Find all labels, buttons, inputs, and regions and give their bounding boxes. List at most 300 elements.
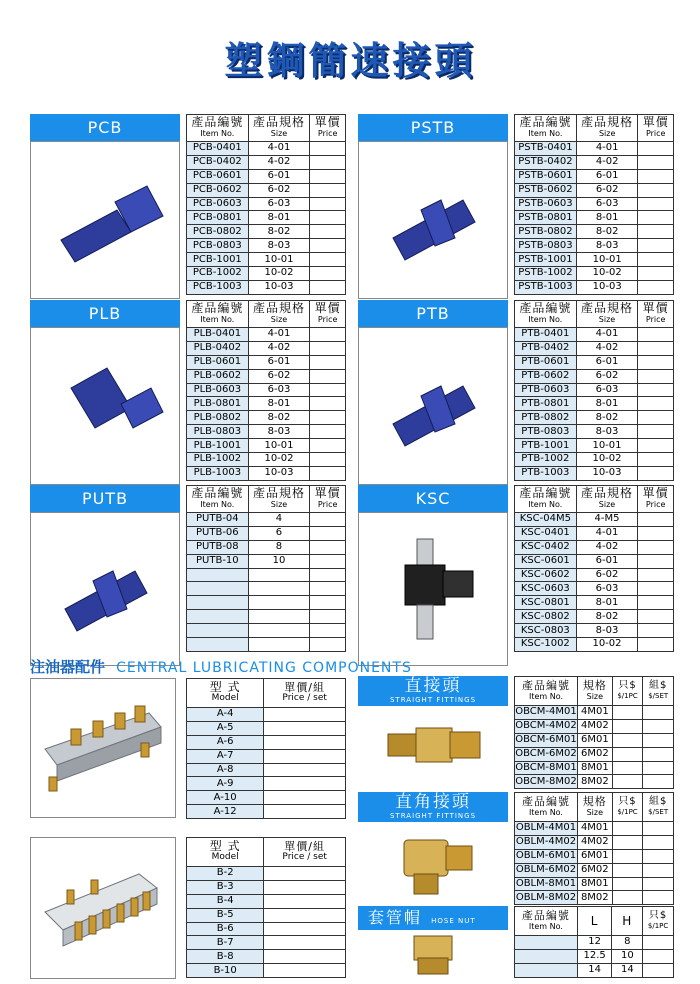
size-cell: 6-01 [576,355,638,369]
table-header-row [515,301,674,328]
size-cell: 4M02 [577,719,612,733]
item-no-cell [187,638,249,652]
price-cell [638,568,674,582]
item-no-cell: OBCM-6M02 [515,748,577,760]
size-cell: 6-03 [576,383,638,397]
price-cell [310,253,346,267]
table-row [515,568,674,582]
pc-price-cell [612,719,643,733]
item-no-cell [187,624,249,638]
fitting-drawing [31,513,181,663]
table-row [515,197,674,211]
size-header: 規格 Size [577,677,612,706]
item-no-cell: PCB-1002 [187,267,249,281]
item-no-cell: OBCM-4M02 [515,720,577,732]
lube-a-table [186,678,346,819]
size-cell: 10-01 [576,439,638,453]
l-cell: 12.5 [577,949,612,963]
size-cell: 10-01 [576,253,638,267]
table-row [187,908,346,922]
table-row [187,749,346,763]
price-cell [638,439,674,453]
item-no-cell: PLB-1002 [187,453,249,467]
price-cell [310,582,346,596]
price-header: 單價 Price [310,486,346,513]
l-cell: 12 [577,936,612,950]
size-cell: 8-01 [576,211,638,225]
price-cell [638,526,674,540]
item-no-header: 產品編號 Item No. [515,907,578,936]
pc-price-cell [643,963,674,977]
size-cell: 8-01 [576,596,638,610]
table-row [515,142,674,156]
price-cell [638,397,674,411]
size-cell: 8-02 [576,411,638,425]
table-row [187,411,346,425]
item-no-cell: KSC-0602 [515,568,577,582]
item-no-cell: PCB-0602 [187,183,249,197]
size-cell [248,624,310,638]
price-cell [310,383,346,397]
pc-price-cell [612,822,643,836]
price-cell [638,638,674,652]
table-header-row [187,679,346,708]
size-cell: 6-02 [576,568,638,582]
price-cell [310,369,346,383]
price-cell [638,624,674,638]
model-cell: A-8 [187,763,264,777]
item-no-cell: PSTB-0402 [515,155,577,169]
price-cell [310,610,346,624]
size-cell: 4-M5 [576,513,638,527]
section-ptb-table [514,300,674,481]
table-row [187,777,346,791]
straight-fitting-drawing [358,706,508,790]
lube-heading-en: CENTRAL LUBRICATING COMPONENTS [116,660,412,676]
price-cell [638,197,674,211]
size-cell: 4-02 [576,155,638,169]
size-cell: 4-02 [576,540,638,554]
price-set-header: 單價/組 Price / set [264,679,346,708]
size-cell: 6-02 [576,183,638,197]
table-row [515,211,674,225]
size-cell: 8-01 [576,397,638,411]
table-row [515,582,674,596]
price-cell [638,513,674,527]
item-no-cell: PLB-0802 [187,411,249,425]
pc-price-cell [612,761,643,775]
price-cell [264,763,346,777]
size-cell: 10-03 [576,466,638,480]
table-row [515,439,674,453]
straight-fittings-subtitle: STRAIGHT FITTINGS [389,696,477,704]
hose-nut-image [358,930,508,980]
table-row [515,253,674,267]
item-no-cell [515,963,578,977]
price-set-header: 單價/組 Price / set [264,838,346,867]
size-cell: 8-03 [576,425,638,439]
model-cell: B-2 [187,867,264,881]
hose-nut-drawing [358,930,508,980]
pc-price-cell [612,747,643,761]
size-cell: 6-02 [248,369,310,383]
table-header-row [187,838,346,867]
section-ptb-image [358,327,508,485]
lube-heading-zh: 注油器配件 [30,658,106,676]
price-cell [310,355,346,369]
size-cell: 10-01 [248,439,310,453]
price-cell [638,596,674,610]
price-cell [638,183,674,197]
item-no-cell: PSTB-0601 [515,169,577,183]
price-cell [310,328,346,342]
table-row [515,775,674,789]
size-cell: 6M01 [577,733,612,747]
table-row [515,733,674,747]
item-no-cell: PSTB-0802 [515,225,577,239]
table-row [187,280,346,294]
straight-fittings-title: 直接頭 [404,676,462,696]
size-cell: 4M02 [577,835,612,849]
set-price-cell [643,719,674,733]
manifold-a-drawing [31,679,175,817]
size-cell: 8M02 [577,891,612,905]
price-cell [310,267,346,281]
size-cell: 4-01 [576,526,638,540]
table-row [515,425,674,439]
table-row [515,638,674,652]
price-cell [264,777,346,791]
item-no-cell: OBLM-8M01 [515,878,577,889]
section-pstb-image [358,141,508,299]
model-header: 型 式 Model [187,679,264,708]
price-cell [638,369,674,383]
item-no-header: 產品編號 Item No. [515,301,577,328]
model-cell: A-4 [187,708,264,722]
section-ksc-table [514,485,674,652]
set-price-cell [643,733,674,747]
size-cell: 4-01 [576,328,638,342]
price-cell [310,513,346,527]
h-cell: 10 [612,949,643,963]
hose-nut-table [514,906,674,978]
item-no-cell: PCB-0401 [187,142,249,156]
table-row [187,721,346,735]
pc-price-cell [612,863,643,877]
section-pstb-header: PSTB [358,114,508,141]
table-row [187,624,346,638]
item-no-cell: PTB-0402 [515,341,577,355]
table-row [187,596,346,610]
table-row [515,369,674,383]
item-no-cell: PUTB-06 [187,526,249,540]
price-cell [310,183,346,197]
item-no-header: 產品編號 Item No. [515,677,578,706]
table-row [515,596,674,610]
model-cell: B-4 [187,894,264,908]
price-cell [638,225,674,239]
pc-price-cell [612,835,643,849]
table-row [515,949,674,963]
table-row [515,453,674,467]
size-cell: 6 [248,526,310,540]
size-cell: 8-03 [248,239,310,253]
table-row [187,155,346,169]
table-row [515,624,674,638]
item-no-cell: KSC-0601 [515,554,577,568]
price-cell [310,453,346,467]
table-header-row [187,115,346,142]
section-pcb-table [186,114,346,295]
table-row [187,894,346,908]
price-cell [264,880,346,894]
item-no-cell: OBCM-6M01 [515,734,577,746]
item-no-cell: PLB-1003 [187,466,249,480]
size-cell [248,610,310,624]
size-cell: 10-02 [576,638,638,652]
size-cell: 4-01 [248,328,310,342]
page-title-banner [218,38,483,84]
manifold-b-drawing [31,838,175,978]
pc-price-cell [612,891,643,905]
table-header-row [515,115,674,142]
size-cell: 6-03 [248,197,310,211]
section-plb-table [186,300,346,481]
table-row [187,526,346,540]
size-cell: 8-01 [248,397,310,411]
table-row [515,526,674,540]
table-row [187,466,346,480]
size-cell: 6M02 [577,747,612,761]
item-no-cell: PLB-0401 [187,328,249,342]
item-no-header: 產品編號 Item No. [187,301,249,328]
price-cell [310,169,346,183]
size-cell: 6-02 [248,183,310,197]
table-row [515,554,674,568]
item-no-cell: KSC-0603 [515,582,577,596]
table-header-row [515,907,674,936]
table-row [187,950,346,964]
price-cell [638,253,674,267]
price-header: 單價 Price [638,301,674,328]
item-no-header: 產品編號 Item No. [187,115,249,142]
item-no-cell [515,949,578,963]
model-cell: B-8 [187,950,264,964]
model-cell: A-7 [187,749,264,763]
item-no-cell: PCB-1001 [187,253,249,267]
table-row [515,355,674,369]
model-cell: A-5 [187,721,264,735]
item-no-cell: OBLM-8M02 [515,891,577,903]
price-cell [310,225,346,239]
pc-price-cell [612,849,643,863]
lube-heading [30,656,450,676]
size-cell: 8M01 [577,761,612,775]
table-row [187,610,346,624]
price-cell [638,355,674,369]
table-row [515,891,674,905]
table-row [187,225,346,239]
size-cell: 10-02 [576,453,638,467]
section-putb-table [186,485,346,652]
price-cell [638,267,674,281]
size-cell: 6-01 [248,169,310,183]
item-no-cell: PTB-1002 [515,453,577,467]
section-pcb-header: PCB [30,114,180,141]
table-row [187,805,346,819]
table-row [187,267,346,281]
size-cell: 4-01 [576,142,638,156]
size-cell: 4-02 [576,341,638,355]
table-row [515,747,674,761]
item-no-cell: PUTB-10 [187,554,249,568]
table-row [187,328,346,342]
model-cell: A-12 [187,805,264,819]
size-header: 產品規格 Size [248,115,310,142]
size-cell: 10-03 [248,280,310,294]
table-row [187,735,346,749]
item-no-cell: PSTB-0401 [515,142,577,156]
price-cell [638,280,674,294]
section-ksc-image [358,512,508,666]
table-row [187,341,346,355]
model-cell: B-3 [187,880,264,894]
item-no-cell: PUTB-04 [187,513,249,527]
item-no-header: 產品編號 Item No. [515,486,577,513]
price-cell [638,540,674,554]
set-price-cell [643,775,674,789]
price-cell [264,950,346,964]
price-cell [638,610,674,624]
table-row [515,822,674,836]
item-no-cell: PSTB-0603 [515,197,577,211]
size-cell: 6-02 [576,369,638,383]
price-cell [638,411,674,425]
set-price-cell [643,877,674,891]
size-cell: 6-01 [576,169,638,183]
manifold-a-image [30,678,176,818]
item-no-cell: PTB-0801 [515,397,577,411]
item-no-cell: PSTB-1003 [515,280,577,294]
item-no-header: 產品編號 Item No. [515,115,577,142]
price-header: 單價 Price [638,115,674,142]
price-cell [638,169,674,183]
table-row [515,341,674,355]
size-cell: 6-03 [576,582,638,596]
table-header-row [187,486,346,513]
table-row [515,328,674,342]
set-price-cell [643,822,674,836]
price-cell [264,908,346,922]
item-no-cell: PLB-0803 [187,425,249,439]
price-header: 單價 Price [638,486,674,513]
price-cell [310,411,346,425]
item-no-cell: PUTB-08 [187,540,249,554]
pc-price-header: 只$ $/1PC [612,677,643,706]
size-header: 規格 Size [577,793,612,822]
price-cell [310,197,346,211]
item-no-cell [187,596,249,610]
size-cell: 10-03 [248,466,310,480]
table-row [187,964,346,978]
table-row [187,425,346,439]
size-header: 產品規格 Size [576,301,638,328]
item-no-cell: PTB-0601 [515,355,577,369]
elbow-fittings-header [358,792,508,822]
size-cell: 4-02 [248,341,310,355]
model-header: 型 式 Model [187,838,264,867]
fitting-drawing [31,328,181,478]
table-row [515,610,674,624]
table-row [187,638,346,652]
item-no-cell: OBLM-4M01 [515,822,577,834]
elbow-fittings-table [514,792,674,905]
price-cell [638,582,674,596]
table-row [515,963,674,977]
set-price-header: 組$ $/SET [643,793,674,822]
item-no-cell: PCB-1003 [187,280,249,294]
h-cell: 8 [612,936,643,950]
straight-fittings-header [358,676,508,706]
table-row [187,253,346,267]
h-cell: 14 [612,963,643,977]
price-header: 單價 Price [310,115,346,142]
item-no-cell: PTB-1001 [515,439,577,453]
table-row [515,267,674,281]
pc-price-cell [643,936,674,950]
set-price-cell [643,891,674,905]
table-row [187,554,346,568]
item-no-cell: PLB-0601 [187,355,249,369]
size-cell: 10 [248,554,310,568]
section-ptb-header: PTB [358,300,508,327]
item-no-cell: PTB-0602 [515,369,577,383]
model-cell: A-10 [187,791,264,805]
price-cell [638,155,674,169]
section-pcb-image [30,141,180,299]
price-cell [638,453,674,467]
item-no-cell: PTB-0603 [515,383,577,397]
section-putb-image [30,512,180,666]
table-row [515,169,674,183]
item-no-cell: PSTB-1002 [515,267,577,281]
item-no-header: 產品編號 Item No. [187,486,249,513]
set-price-cell [643,761,674,775]
set-price-cell [643,706,674,720]
item-no-cell: OBCM-8M02 [515,775,577,787]
manifold-b-image [30,837,176,979]
model-cell: B-6 [187,922,264,936]
table-row [515,719,674,733]
size-header: 產品規格 Size [248,301,310,328]
model-cell: B-5 [187,908,264,922]
item-no-cell: PLB-0402 [187,341,249,355]
price-cell [310,142,346,156]
item-no-cell: PTB-0802 [515,411,577,425]
table-row [515,513,674,527]
price-cell [310,280,346,294]
table-header-row [515,677,674,706]
item-no-cell: KSC-04M5 [515,513,577,527]
size-cell: 10-02 [248,267,310,281]
size-cell: 10-02 [576,267,638,281]
table-row [187,369,346,383]
size-header: 產品規格 Size [248,486,310,513]
item-no-header: 產品編號 Item No. [515,793,578,822]
price-cell [264,867,346,881]
straight-fitting-image [358,706,508,790]
table-row [515,936,674,950]
